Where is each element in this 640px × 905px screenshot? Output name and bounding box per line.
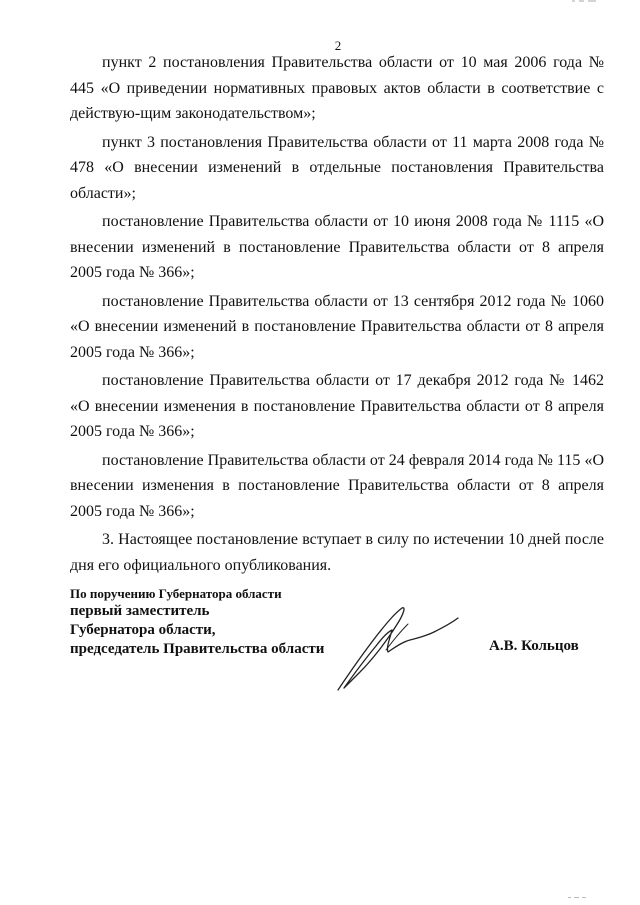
signatory-title-line: первый заместитель: [70, 603, 210, 619]
on-behalf-line: По поручению Губернатора области: [70, 586, 282, 601]
paragraph: постановление Правительства области от 13 сентября 2012 года № 1060 «О внесении изменений в постановление Правительства области от 8 апреля 2005 года № 366»;: [70, 292, 604, 361]
corner-mark: [570, 0, 598, 4]
paragraph: постановление Правительства области от 24 февраля 2014 года № 115 «О внесении изменения в постановление Правительства области от 8 апреля 2005 года № 366»;: [70, 451, 604, 520]
paragraph: 3. Настоящее постановление вступает в силу по истечении 10 дней после дня его официального опубликования.: [70, 531, 604, 574]
signatory-title-line: Губернатора области,: [70, 622, 216, 638]
paragraph: постановление Правительства области от 10 июня 2008 года № 1115 «О внесении изменений в постановление Правительства области от 8 апреля 2005 года № 366»;: [70, 213, 604, 281]
page-number: 2: [334, 38, 342, 53]
paragraph: постановление Правительства области от 17 декабря 2012 года № 1462 «О внесении изменения в постановление Правительства области от 8 апреля 2005 года № 366»;: [70, 372, 604, 440]
signatory-name: А.В. Кольцов: [489, 638, 579, 654]
paragraph: пункт 2 постановления Правительства области от 10 мая 2006 года № 445 «О приведении нормативных правовых актов области в соответствие с действую-щим законодательством»;: [70, 54, 604, 122]
signatory-title-line: председатель Правительства области: [70, 641, 325, 657]
footer-mark: [567, 895, 587, 900]
document-body: [70, 50, 604, 578]
paragraph: пункт 3 постановления Правительства области от 11 марта 2008 года № 478 «О внесении изменений в отдельные постановления Правительства области»;: [70, 133, 604, 202]
handwritten-signature: [330, 602, 470, 694]
